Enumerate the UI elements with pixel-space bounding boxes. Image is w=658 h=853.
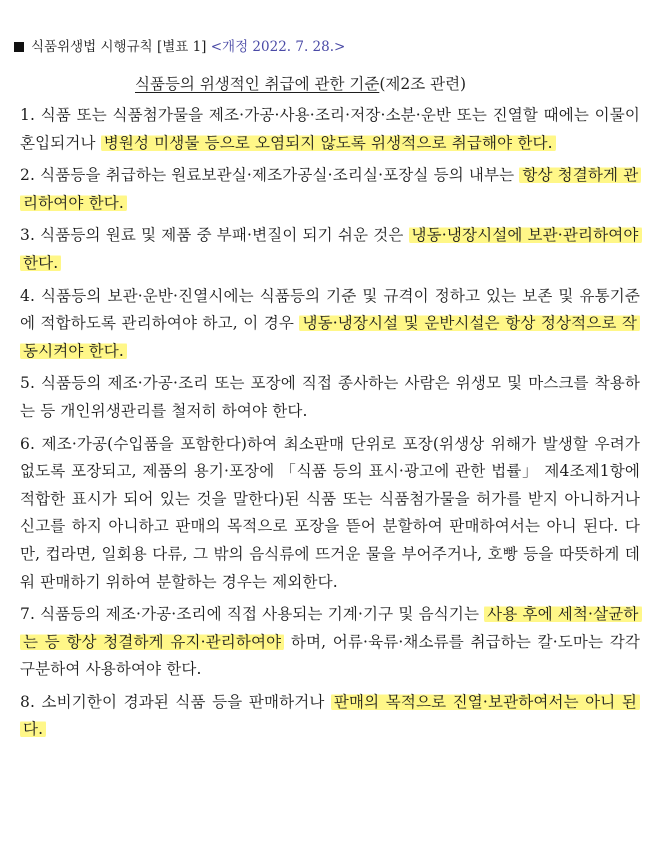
document-header <box>14 38 345 56</box>
revision-note: <개정 2022. 7. 28.> <box>210 39 346 55</box>
item-text: 식품등의 원료 및 제품 중 부패·변질이 되기 쉬운 것은 <box>40 226 409 245</box>
regulation-body <box>20 102 640 744</box>
list-item <box>20 162 640 217</box>
list-item <box>20 222 640 277</box>
list-item <box>20 689 640 744</box>
title-main: 식품등의 위생적인 취급에 관한 기준 <box>135 75 380 93</box>
item-text: 식품등의 보관·운반·진열시에는 식품등의 기준 및 규격이 정하고 있는 보존 및 유통기준에 적합하도록 관리하여야 하고, 이 경우 <box>20 286 640 333</box>
item-text: 식품등의 제조·가공·조리에 직접 사용되는 기계·기구 및 음식기는 <box>40 605 485 624</box>
header-label: 식품위생법 시행규칙 [별표 1] <box>31 39 207 55</box>
item-text: 식품등을 취급하는 원료보관실·제조가공실·조리실·포장실 등의 내부는 <box>40 166 520 185</box>
item-text: 식품등의 제조·가공·조리 또는 포장에 직접 종사하는 사람은 위생모 및 마스크를 착용하는 등 개인위생관리를 철저히 하여야 한다. <box>20 374 640 420</box>
item-number: 8. <box>20 692 36 711</box>
item-number: 7. <box>20 605 36 624</box>
page-title <box>135 74 466 94</box>
highlighted-text: 사용 후에 세척·살균하는 등 항상 청결하게 유지·관리하여야 <box>20 605 642 651</box>
highlighted-text: 냉동·냉장시설에 보관·관리하여야 한다. <box>20 226 642 272</box>
title-ref: (제2조 관련) <box>379 75 467 93</box>
black-square-icon <box>14 42 24 52</box>
highlighted-text: 항상 청결하게 관리하여야 한다. <box>20 166 641 212</box>
item-number: 2. <box>20 166 36 185</box>
item-number: 3. <box>20 226 36 245</box>
list-item <box>20 601 640 684</box>
item-number: 6. <box>20 434 36 453</box>
list-item <box>20 283 640 366</box>
item-text: 제조·가공(수입품을 포함한다)하여 최소판매 단위로 포장(위생상 위해가 발생할 우려가 없도록 포장되고, 제품의 용기·포장에 「식품 등의 표시·광고에 관한 법률」 제4조제1항에 적합한 표시가 되어 있는 것을 말한다)된 식품 또는 식품첨가물을 허가를 받지 아니하거나 신고를 하지 아니하고 판매의 목적으로 포장을 뜯어 분할하여 판매하여서는 아니 된다. 다만, 컵라면, 일회용 다류, 그 밖의 음식류에 뜨거운 물을 부어주거나, 호빵 등을 따뜻하게 데워 판매하기 위하여 분할하는 경우는 제외한다. <box>20 434 641 591</box>
list-item <box>20 102 640 157</box>
item-number: 1. <box>20 106 36 124</box>
highlighted-text: 판매의 목적으로 진열·보관하여서는 아니 된다. <box>20 693 640 739</box>
item-number: 4. <box>20 286 36 305</box>
item-text: 소비기한이 경과된 식품 등을 판매하거나 <box>41 692 331 711</box>
item-number: 5. <box>20 374 36 393</box>
highlighted-text: 병원성 미생물 등으로 오염되지 않도록 위생적으로 취급해야 한다. <box>101 134 556 152</box>
list-item <box>20 370 640 425</box>
item-text: 식품 또는 식품첨가물을 제조·가공·사용·조리·저장·소분·운반 또는 진열할 때에는 이물이 혼입되거나 <box>20 106 641 152</box>
highlighted-text: 냉동·냉장시설 및 운반시설은 항상 정상적으로 작동시켜야 한다. <box>20 314 640 360</box>
item-text-after: 하며, 어류·육류·채소류를 취급하는 칼·도마는 각각 구분하여 사용하여야 한다. <box>20 632 640 679</box>
list-item <box>20 431 640 597</box>
